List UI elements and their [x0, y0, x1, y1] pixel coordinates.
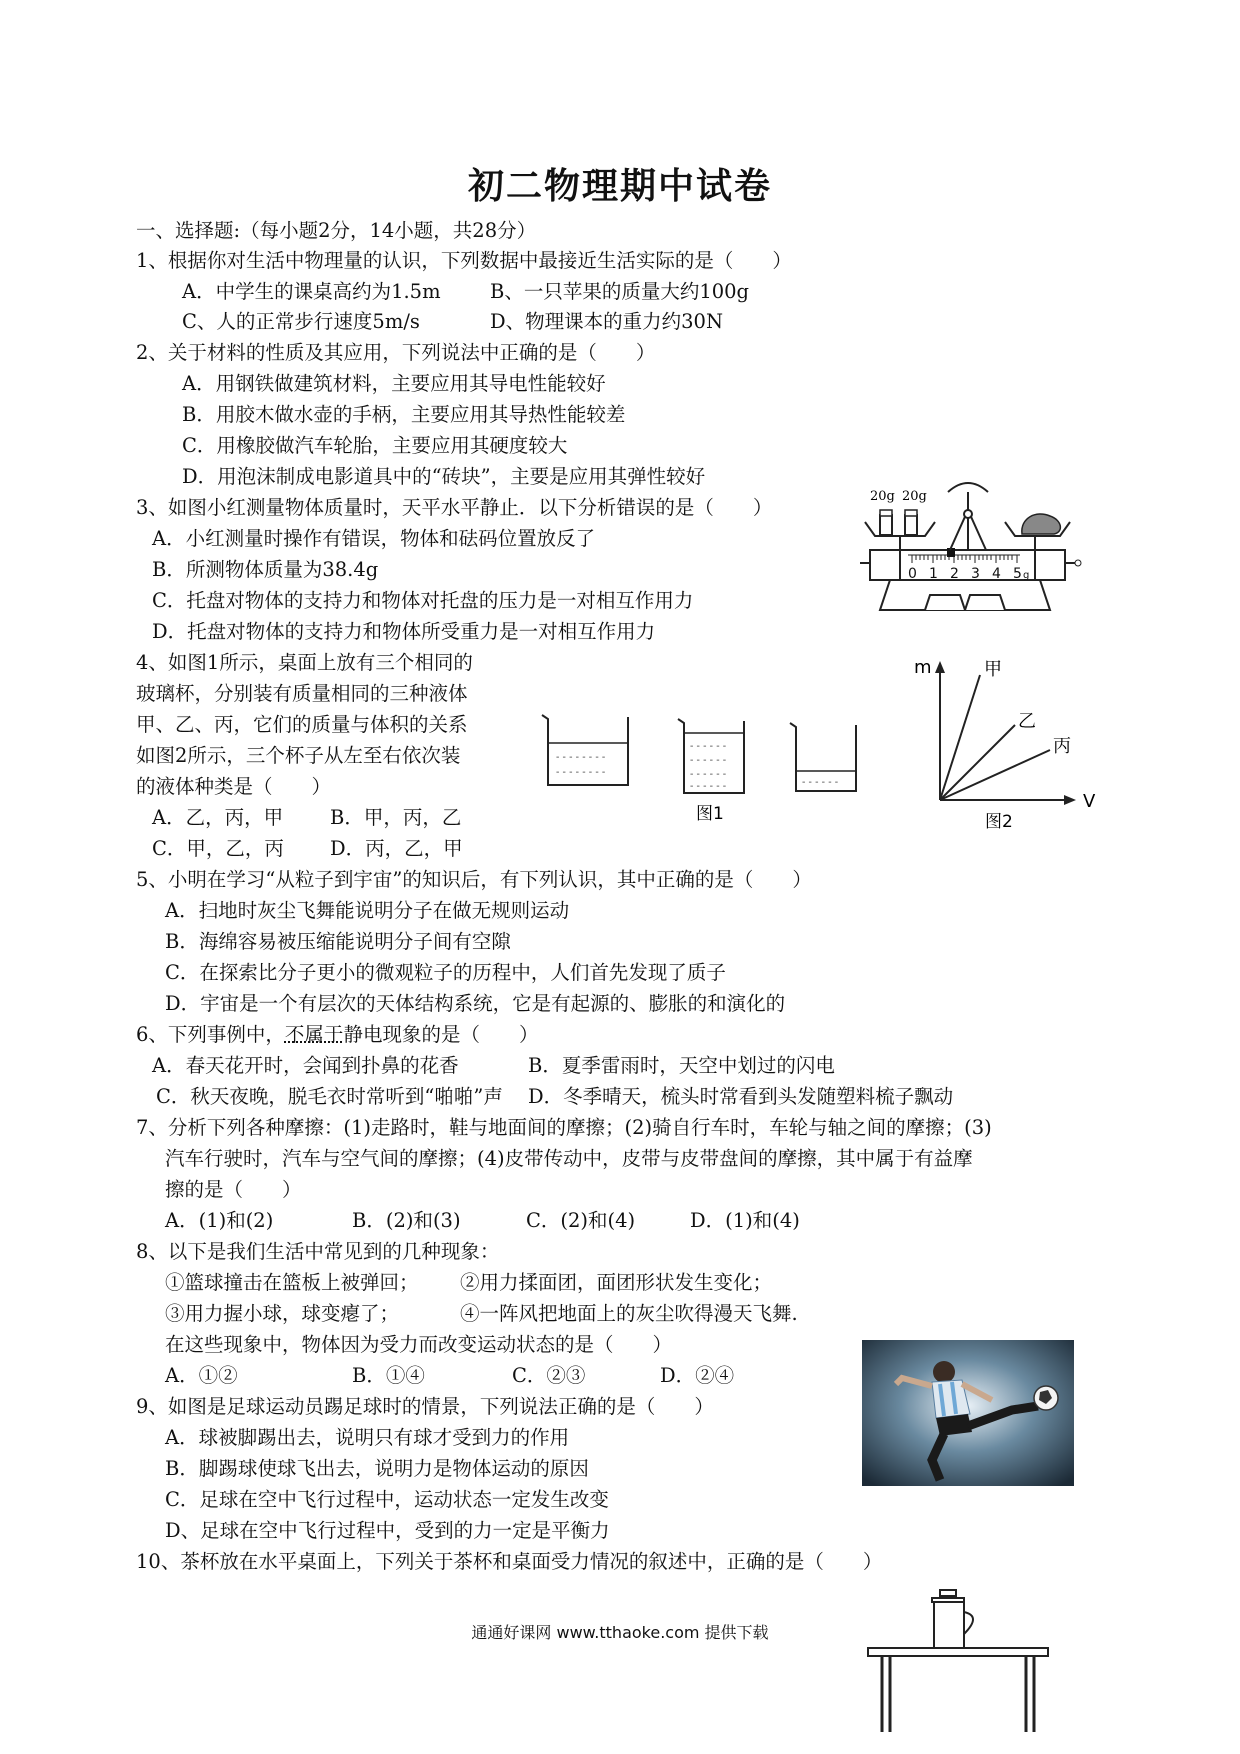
scale-label-1: 1 [929, 566, 938, 582]
q5-option-d: D．宇宙是一个有层次的天体结构系统，它是有起源的、膨胀的和演化的 [165, 992, 786, 1015]
q3-option-a: A．小红测量时操作有错误，物体和砝码位置放反了 [152, 527, 596, 550]
q8-option-c: C．②③ [512, 1364, 586, 1387]
q4-stem-5: 的液体种类是（ ） [136, 775, 332, 798]
q10-stem: 10、茶杯放在水平桌面上，下列关于茶杯和桌面受力情况的叙述中，正确的是（ ） [136, 1550, 883, 1573]
q4-stem-2: 玻璃杯，分别装有质量相同的三种液体 [136, 682, 468, 705]
q4-option-b: B．甲，丙，乙 [330, 806, 462, 829]
q2-option-c: C．用橡胶做汽车轮胎，主要应用其硬度较大 [182, 434, 568, 457]
q5-option-a: A．扫地时灰尘飞舞能说明分子在做无规则运动 [165, 899, 570, 922]
scale-label-5: 5 [1013, 566, 1022, 582]
q7-option-b: B．(2)和(3) [352, 1209, 461, 1232]
balance-dial [948, 483, 988, 492]
q8-option-b: B．①④ [352, 1364, 425, 1387]
q9-option-a: A．球被脚踢出去，说明只有球才受到力的作用 [165, 1426, 570, 1449]
balance-base [880, 580, 1050, 610]
q7-line-3: 擦的是（ ） [165, 1178, 302, 1201]
q1-stem: 1、根据你对生活中物理量的认识，下列数据中最接近生活实际的是（ ） [136, 249, 792, 272]
q8-option-d: D．②④ [660, 1364, 735, 1387]
q6-stem [136, 1022, 538, 1048]
scale-label-4: 4 [992, 566, 1001, 582]
q6-option-a: A．春天花开时，会闻到扑鼻的花香 [152, 1054, 459, 1077]
cup-on-table-figure [860, 1582, 1060, 1742]
rock-object [1022, 514, 1061, 534]
series-yi-label: 乙 [1018, 711, 1036, 732]
q2-stem: 2、关于材料的性质及其应用，下列说法中正确的是（ ） [136, 341, 656, 364]
q3-stem: 3、如图小红测量物体质量时，天平水平静止．以下分析错误的是（ ） [136, 496, 773, 519]
q4-option-d: D．丙，乙，甲 [330, 837, 463, 860]
q6-stem-post: 静电现象的是（ ） [343, 1023, 539, 1046]
q1-option-d: D、物理课本的重力约30N [490, 310, 724, 333]
series-bing-label: 丙 [1053, 736, 1071, 757]
svg-text:- - - - - - - -: - - - - - - - - [556, 767, 606, 778]
beaker-middle [678, 719, 744, 793]
q7-line-2: 汽车行驶时，汽车与空气间的摩擦；(4)皮带传动中，皮带与皮带盘间的摩擦，其中属于有益摩 [165, 1147, 973, 1170]
q6-stem-pre: 6、下列事例中， [136, 1023, 285, 1046]
figure-2-label: 图2 [985, 812, 1013, 832]
weight-left-1 [880, 515, 892, 535]
q3-option-c: C．托盘对物体的支持力和物体对托盘的压力是一对相互作用力 [152, 589, 694, 612]
q4-option-a: A．乙，丙，甲 [152, 806, 284, 829]
left-pan [865, 522, 935, 536]
q9-option-b: B．脚踢球使球飞出去，说明力是物体运动的原因 [165, 1457, 589, 1480]
scale-label-3: 3 [971, 566, 980, 582]
q8-item-1: ①篮球撞击在篮板上被弹回； [165, 1271, 419, 1294]
y-axis-label: m [914, 657, 932, 678]
q2-option-b: B．用胶木做水壶的手柄，主要应用其导热性能较差 [182, 403, 626, 426]
q8-item-2: ②用力揉面团，面团形状发生变化； [460, 1271, 773, 1294]
weight-label-1: 20g [870, 489, 895, 504]
q1-option-b: B、一只苹果的质量大约100g [490, 280, 750, 303]
q6-option-d: D．冬季晴天，梳头时常看到头发随塑料梳子飘动 [528, 1085, 954, 1108]
q5-option-c: C．在探索比分子更小的微观粒子的历程中，人们首先发现了质子 [165, 961, 726, 984]
q7-option-d: D．(1)和(4) [690, 1209, 800, 1232]
footer-source: 通通好课网 www.tthaoke.com 提供下载 [471, 1623, 769, 1642]
svg-text:- - - - - -: - - - - - - [802, 777, 839, 788]
svg-text:- - - - - -: - - - - - - [690, 755, 727, 766]
svg-text:- - - - - -: - - - - - - [690, 781, 727, 792]
balance-scale-ticks [908, 555, 1020, 563]
page-title: 初二物理期中试卷 [467, 166, 772, 207]
q3-option-b: B．所测物体质量为38.4g [152, 558, 379, 581]
q4-option-c: C．甲，乙，丙 [152, 837, 284, 860]
table [868, 1648, 1048, 1732]
football-player-photo [862, 1340, 1074, 1486]
weight-left-2 [905, 515, 917, 535]
weight-label-2: 20g [902, 489, 927, 504]
svg-text:- - - - - - - -: - - - - - - - - [556, 752, 606, 763]
q1-option-c: C、人的正常步行速度5m/s [182, 310, 420, 333]
q6-option-c: C．秋天夜晚，脱毛衣时常听到“啪啪”声 [156, 1085, 503, 1108]
q7-line-1: 7、分析下列各种摩擦：(1)走路时，鞋与地面间的摩擦；(2)骑自行车时，车轮与轴之间的摩擦；(3) [136, 1116, 992, 1139]
balance-figure [840, 470, 1090, 620]
q7-option-c: C．(2)和(4) [526, 1209, 636, 1232]
x-axis-label: V [1083, 791, 1096, 812]
scale-label-2: 2 [950, 566, 959, 582]
q4-stem-1: 4、如图1所示，桌面上放有三个相同的 [136, 651, 473, 674]
line-bing [940, 750, 1050, 800]
svg-text:- - - - - -: - - - - - - [690, 769, 727, 780]
figure-1-label: 图1 [696, 804, 724, 824]
svg-text:- - - - - -: - - - - - - [690, 741, 727, 752]
q5-stem: 5、小明在学习“从粒子到宇宙”的知识后，有下列认识，其中正确的是（ ） [136, 868, 812, 891]
q6-option-b: B．夏季雷雨时，天空中划过的闪电 [528, 1054, 835, 1077]
q8-item-4: ④一阵风把地面上的灰尘吹得漫天飞舞. [460, 1302, 798, 1325]
q4-stem-3: 甲、乙、丙，它们的质量与体积的关系 [136, 713, 468, 736]
series-jia-label: 甲 [984, 659, 1002, 680]
beaker-right [790, 723, 856, 791]
beaker-left [542, 715, 628, 785]
q2-option-d: D．用泡沫制成电影道具中的“砖块”，主要是应用其弹性较好 [182, 465, 706, 488]
section-header: 一、选择题:（每小题2分，14小题，共28分） [136, 219, 537, 242]
q9-option-c: C．足球在空中飞行过程中，运动状态一定发生改变 [165, 1488, 609, 1511]
scale-unit: g [1023, 570, 1030, 581]
q6-stem-emphasis: 不属于 [284, 1023, 344, 1046]
figure-2-graph [900, 655, 1110, 835]
q1-option-a: A．中学生的课桌高约为1.5m [182, 280, 441, 303]
q8-option-a: A．①② [165, 1364, 238, 1387]
q9-stem: 9、如图是足球运动员踢足球时的情景，下列说法正确的是（ ） [136, 1395, 714, 1418]
q8-tail: 在这些现象中，物体因为受力而改变运动状态的是（ ） [165, 1333, 673, 1356]
q3-option-d: D．托盘对物体的支持力和物体所受重力是一对相互作用力 [152, 620, 656, 643]
q9-option-d: D、足球在空中飞行过程中，受到的力一定是平衡力 [165, 1519, 610, 1542]
q7-option-a: A．(1)和(2) [165, 1209, 274, 1232]
q8-stem: 8、以下是我们生活中常见到的几种现象： [136, 1240, 500, 1263]
scale-label-0: 0 [908, 566, 917, 582]
q4-stem-4: 如图2所示，三个杯子从左至右依次装 [136, 744, 461, 767]
figure-1-beakers [540, 705, 860, 825]
q8-item-3: ③用力握小球，球变瘪了； [165, 1302, 400, 1325]
q2-option-a: A．用钢铁做建筑材料，主要应用其导电性能较好 [182, 372, 606, 395]
q5-option-b: B．海绵容易被压缩能说明分子间有空隙 [165, 930, 511, 953]
